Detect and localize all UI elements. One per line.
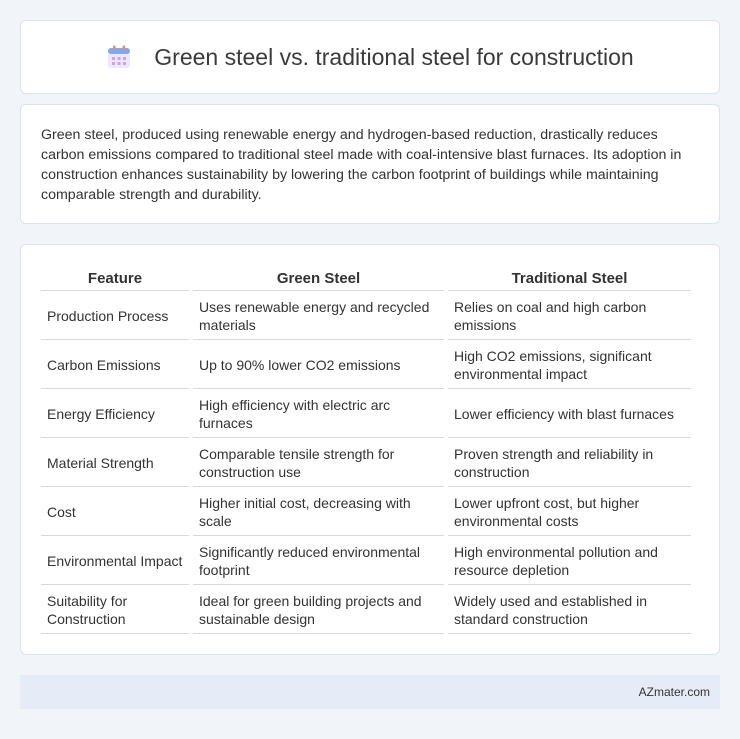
- title-card: [20, 20, 720, 94]
- intro-card: [20, 104, 720, 224]
- comparison-table-card: [20, 244, 720, 655]
- cell-feature: Material Strength: [41, 440, 189, 487]
- cell-feature: Suitability for Construction: [41, 587, 189, 634]
- cell-feature: Production Process: [41, 293, 189, 340]
- cell-green-steel: High efficiency with electric arc furnaces: [193, 391, 444, 438]
- cell-green-steel: Significantly reduced environmental footprint: [193, 538, 444, 585]
- table-row: [41, 489, 691, 536]
- header-green-steel: Green Steel: [193, 267, 444, 291]
- table-row: [41, 391, 691, 438]
- table-row: [41, 538, 691, 585]
- cell-traditional-steel: Lower efficiency with blast furnaces: [448, 391, 691, 438]
- footer-brand: AZmater.com: [638, 685, 710, 699]
- table-row: [41, 440, 691, 487]
- cell-traditional-steel: High CO2 emissions, significant environmental impact: [448, 342, 691, 389]
- footer: [20, 675, 720, 709]
- header-traditional-steel: Traditional Steel: [448, 267, 691, 291]
- comparison-table: [37, 265, 695, 636]
- calendar-icon: [106, 44, 132, 70]
- cell-feature: Cost: [41, 489, 189, 536]
- cell-traditional-steel: Widely used and established in standard construction: [448, 587, 691, 634]
- cell-traditional-steel: High environmental pollution and resource depletion: [448, 538, 691, 585]
- cell-traditional-steel: Relies on coal and high carbon emissions: [448, 293, 691, 340]
- header-feature: Feature: [41, 267, 189, 291]
- table-row: [41, 293, 691, 340]
- cell-green-steel: Uses renewable energy and recycled materials: [193, 293, 444, 340]
- cell-traditional-steel: Proven strength and reliability in construction: [448, 440, 691, 487]
- intro-text: Green steel, produced using renewable energy and hydrogen-based reduction, drastically reduces carbon emissions compared to traditional steel made with coal-intensive blast furnaces. Its adoption in construction enhances sustainability by lowering the carbon footprint of buildings while maintaining comparable strength and durability.: [41, 127, 682, 203]
- cell-green-steel: Up to 90% lower CO2 emissions: [193, 342, 444, 389]
- table-header-row: [41, 267, 691, 291]
- cell-feature: Environmental Impact: [41, 538, 189, 585]
- cell-feature: Carbon Emissions: [41, 342, 189, 389]
- cell-feature: Energy Efficiency: [41, 391, 189, 438]
- page-title: Green steel vs. traditional steel for construction: [154, 43, 634, 70]
- cell-green-steel: Higher initial cost, decreasing with scale: [193, 489, 444, 536]
- table-row: [41, 342, 691, 389]
- table-row: [41, 587, 691, 634]
- cell-green-steel: Ideal for green building projects and sustainable design: [193, 587, 444, 634]
- cell-green-steel: Comparable tensile strength for construction use: [193, 440, 444, 487]
- cell-traditional-steel: Lower upfront cost, but higher environmental costs: [448, 489, 691, 536]
